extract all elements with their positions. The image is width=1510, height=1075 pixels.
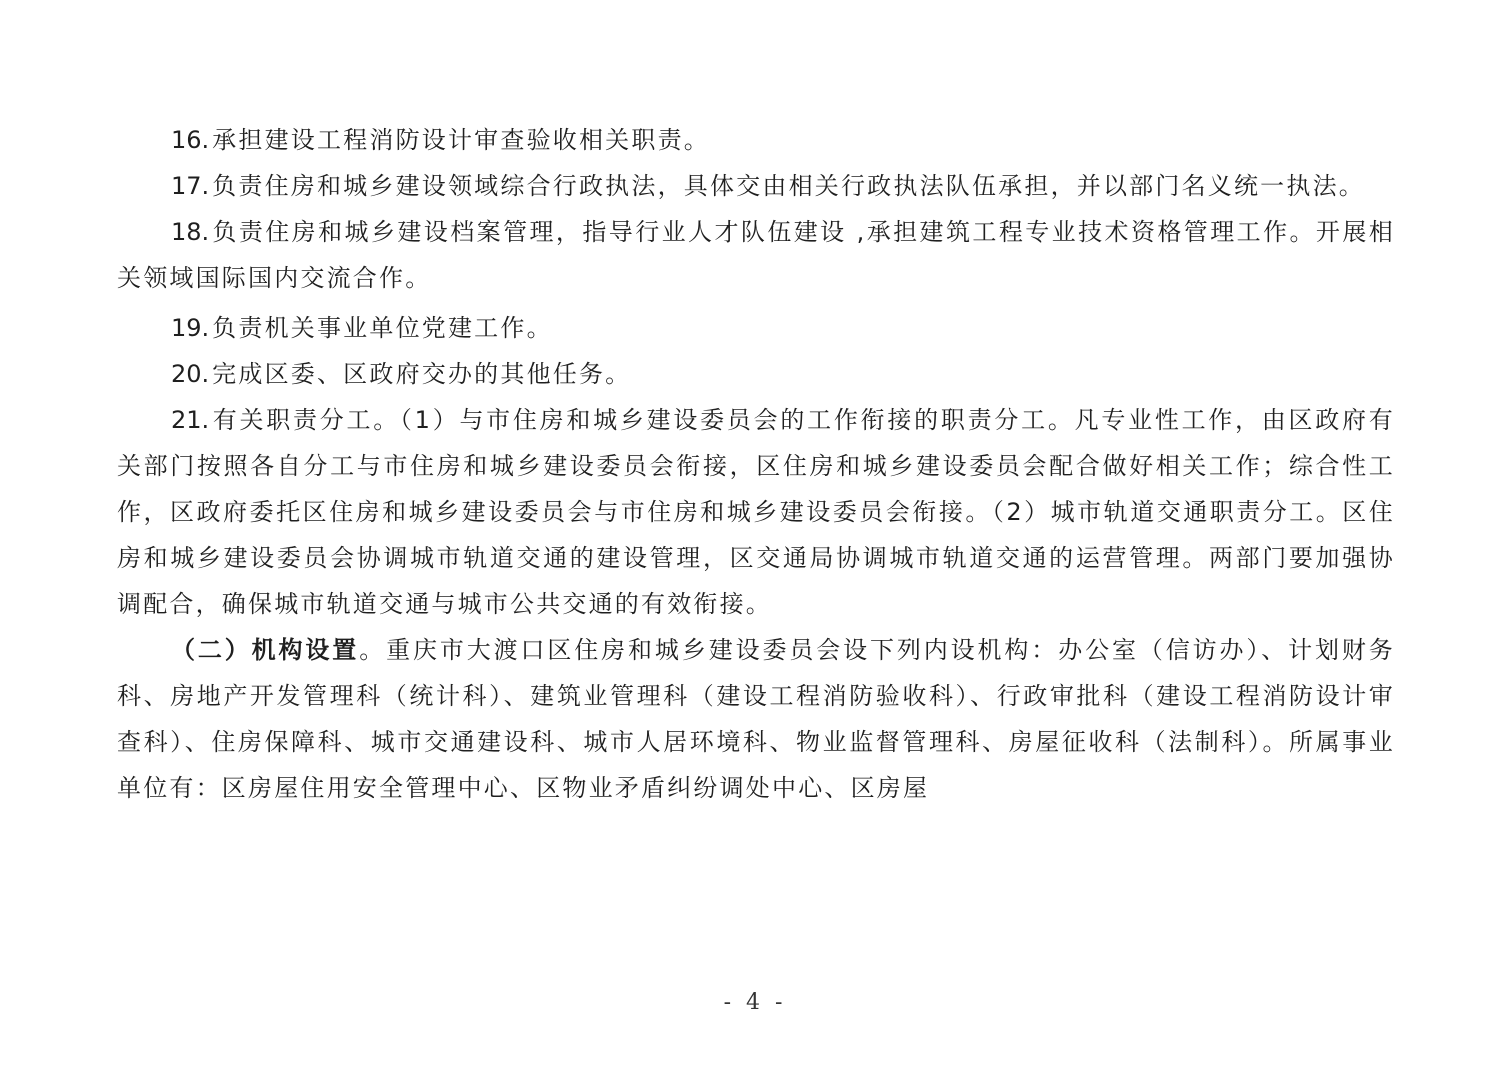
paragraph-19 [117, 305, 1395, 351]
item-number: 17. [171, 172, 210, 200]
paragraph-20 [117, 351, 1395, 397]
page-number: - 4 - [723, 990, 787, 1015]
paragraph-text: 有关职责分工。（1）与市住房和城乡建设委员会的工作衔接的职责分工。凡专业性工作，由区政府有关部门按照各自分工与市住房和城乡建设委员会衔接，区住房和城乡建设委员会配合做好相关工作；综合性工作，区政府委托区住房和城乡建设委员会与市住房和城乡建设委员会衔接。（2）城市轨道交通职责分工。区住房和城乡建设委员会协调城市轨道交通的建设管理，区交通局协调城市轨道交通的运营管理。两部门要加强协调配合，确保城市轨道交通与城市公共交通的有效衔接。 [117, 406, 1395, 618]
paragraph-21 [117, 397, 1395, 627]
paragraph-16 [117, 117, 1395, 163]
item-number: 19. [171, 314, 210, 342]
paragraph-text: 负责住房和城乡建设档案管理，指导行业人才队伍建设 ,承担建筑工程专业技术资格管理工作。开展相关领域国际国内交流合作。 [117, 218, 1395, 292]
paragraph-17 [117, 163, 1395, 209]
section-organization [117, 627, 1395, 811]
item-number: 21. [171, 406, 210, 434]
paragraph-18 [117, 209, 1395, 301]
paragraph-text: 完成区委、区政府交办的其他任务。 [212, 360, 632, 388]
item-number: 20. [171, 360, 210, 388]
section-heading: （二）机构设置 [171, 636, 360, 664]
item-number: 18. [171, 218, 210, 246]
paragraph-text: 负责机关事业单位党建工作。 [212, 314, 553, 342]
paragraph-text: 承担建设工程消防设计审查验收相关职责。 [212, 126, 710, 154]
item-number: 16. [171, 126, 210, 154]
page-body [117, 117, 1395, 811]
section-text: 。重庆市大渡口区住房和城乡建设委员会设下列内设机构：办公室（信访办）、计划财务科、房地产开发管理科（统计科）、建筑业管理科（建设工程消防验收科）、行政审批科（建设工程消防设计审查科）、住房保障科、城市交通建设科、城市人居环境科、物业监督管理科、房屋征收科（法制科）。所属事业单位有：区房屋住用安全管理中心、区物业矛盾纠纷调处中心、区房屋 [117, 636, 1396, 802]
paragraph-text: 负责住房和城乡建设领域综合行政执法，具体交由相关行政执法队伍承担，并以部门名义统一执法。 [212, 172, 1365, 200]
